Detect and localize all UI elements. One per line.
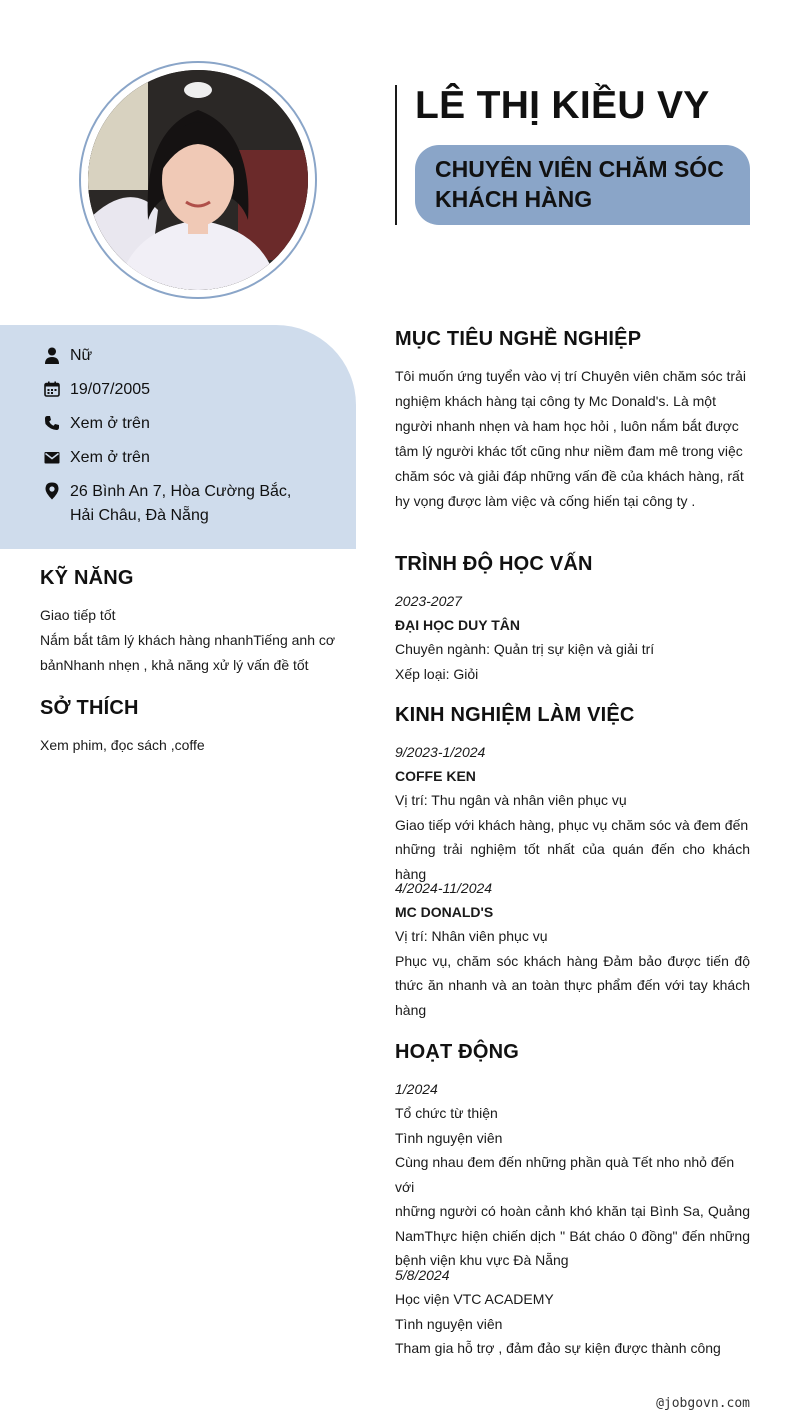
activity-desc-line: Tham gia hỗ trợ , đảm đảo sự kiện được thành công: [395, 1340, 721, 1356]
skills-title: KỸ NĂNG: [40, 567, 134, 589]
experience-entry-1: [395, 740, 750, 886]
avatar-photo: [88, 70, 308, 290]
experience-desc-line: những trải nghiệm tốt nhất của quán đến cho khách hàng: [395, 841, 750, 882]
address-text: [70, 480, 291, 528]
job-title-line-2: KHÁCH HÀNG: [435, 186, 593, 212]
objective-line: người nhanh nhẹn và ham học hỏi , luôn nắm bắt được: [395, 418, 739, 434]
education-date: 2023-2027: [395, 593, 462, 609]
activity-org: Học viện VTC ACADEMY: [395, 1291, 554, 1307]
experience-date: 9/2023-1/2024: [395, 744, 486, 760]
objective-title: MỤC TIÊU NGHỀ NGHIỆP: [395, 328, 642, 350]
activity-role: Tình nguyện viên: [395, 1315, 503, 1332]
job-title-line-1: CHUYÊN VIÊN CHĂM SÓC: [435, 156, 724, 182]
phone-icon: [40, 413, 64, 433]
contact-gender: [40, 344, 92, 368]
activity-desc-line: NamThực hiện chiến dịch " Bát cháo 0 đồng" đến những: [395, 1227, 750, 1244]
watermark: @jobgovn.com: [656, 1396, 750, 1411]
activity-desc-line: Cùng nhau đem đến những phần quà Tết nho nhỏ đến với: [395, 1154, 735, 1195]
education-title: TRÌNH ĐỘ HỌC VẤN: [395, 553, 593, 575]
hobbies-title: SỞ THÍCH: [40, 697, 139, 719]
education-school: ĐẠI HỌC DUY TÂN: [395, 617, 520, 633]
experience-desc-line: thức ăn nhanh và an toàn thực phẩm đến với tay khách: [395, 977, 750, 993]
address-line-2: Hải Châu, Đà Nẵng: [70, 507, 209, 524]
experience-company: COFFE KEN: [395, 768, 476, 784]
skill-line-1: Giao tiếp tốt: [40, 607, 116, 623]
experience-desc-line: Giao tiếp với khách hàng, phục vụ chăm sóc và đem đến: [395, 816, 749, 833]
objective-line: hy vọng được làm việc và cống hiến tại công ty .: [395, 493, 696, 509]
header-divider: [395, 85, 397, 225]
location-pin-icon: [40, 481, 64, 501]
skill-line-2: Nắm bắt tâm lý khách hàng nhanhTiếng anh cơ: [40, 632, 336, 648]
skills-list: [40, 603, 340, 678]
education-major: Chuyên ngành: Quản trị sự kiện và giải trí: [395, 641, 655, 657]
experience-position: Vị trí: Thu ngân và nhân viên phục vụ: [395, 792, 627, 808]
address-line-1: 26 Bình An 7, Hòa Cường Bắc,: [70, 483, 292, 500]
experience-entry-2: [395, 876, 750, 1022]
activity-desc-line: bệnh viện khu vực Đà Nẵng: [395, 1252, 569, 1268]
experience-title: KINH NGHIỆM LÀM VIỆC: [395, 704, 635, 726]
birthday-text: 19/07/2005: [70, 381, 151, 398]
experience-desc-line: hàng: [395, 1001, 427, 1018]
activity-desc-line: những người có hoàn cảnh khó khăn tại Bình Sa, Quảng: [395, 1203, 750, 1219]
activity-entry-1: [395, 1077, 750, 1273]
objective-text: [395, 364, 750, 514]
activity-date: 5/8/2024: [395, 1267, 450, 1283]
objective-line: Tôi muốn ứng tuyển vào vị trí Chuyên viên chăm sóc trải: [395, 368, 746, 384]
activities-title: HOẠT ĐỘNG: [395, 1041, 520, 1063]
hobbies-text: Xem phim, đọc sách ,coffe: [40, 737, 205, 753]
job-title-box: [415, 145, 750, 225]
phone-text: Xem ở trên: [70, 415, 150, 432]
skill-line-3: bảnNhanh nhẹn , khả năng xử lý vấn đề tốt: [40, 657, 309, 673]
mail-icon: [40, 447, 64, 467]
avatar: [88, 70, 308, 290]
contact-address: [40, 480, 291, 528]
experience-position: Vị trí: Nhân viên phục vụ: [395, 928, 548, 944]
calendar-icon: [40, 379, 64, 399]
contact-birthday: [40, 378, 150, 402]
experience-company: MC DONALD'S: [395, 904, 494, 920]
experience-desc-line: Phục vụ, chăm sóc khách hàng Đảm bảo được tiến độ: [395, 952, 750, 969]
contact-phone: [40, 412, 150, 436]
activity-org: Tổ chức từ thiện: [395, 1105, 498, 1121]
objective-line: tâm lý người khác tốt cũng như niềm đam mê trong việc: [395, 443, 743, 459]
experience-date: 4/2024-11/2024: [395, 880, 493, 896]
activity-date: 1/2024: [395, 1081, 438, 1097]
email-text: Xem ở trên: [70, 449, 150, 466]
contact-email: [40, 446, 150, 470]
gender-text: Nữ: [70, 347, 93, 364]
activity-role: Tình nguyện viên: [395, 1129, 503, 1146]
person-icon: [40, 345, 64, 365]
objective-line: chăm sóc và giải đáp những vấn đề của khách hàng, rất: [395, 468, 744, 484]
education-entry: [395, 589, 750, 686]
candidate-name: LÊ THỊ KIỀU VY: [415, 84, 710, 127]
activity-entry-2: [395, 1263, 750, 1361]
objective-line: nghiệm khách hàng tại công ty Mc Donald's. Là một: [395, 393, 716, 409]
education-rank: Xếp loại: Giỏi: [395, 665, 479, 682]
